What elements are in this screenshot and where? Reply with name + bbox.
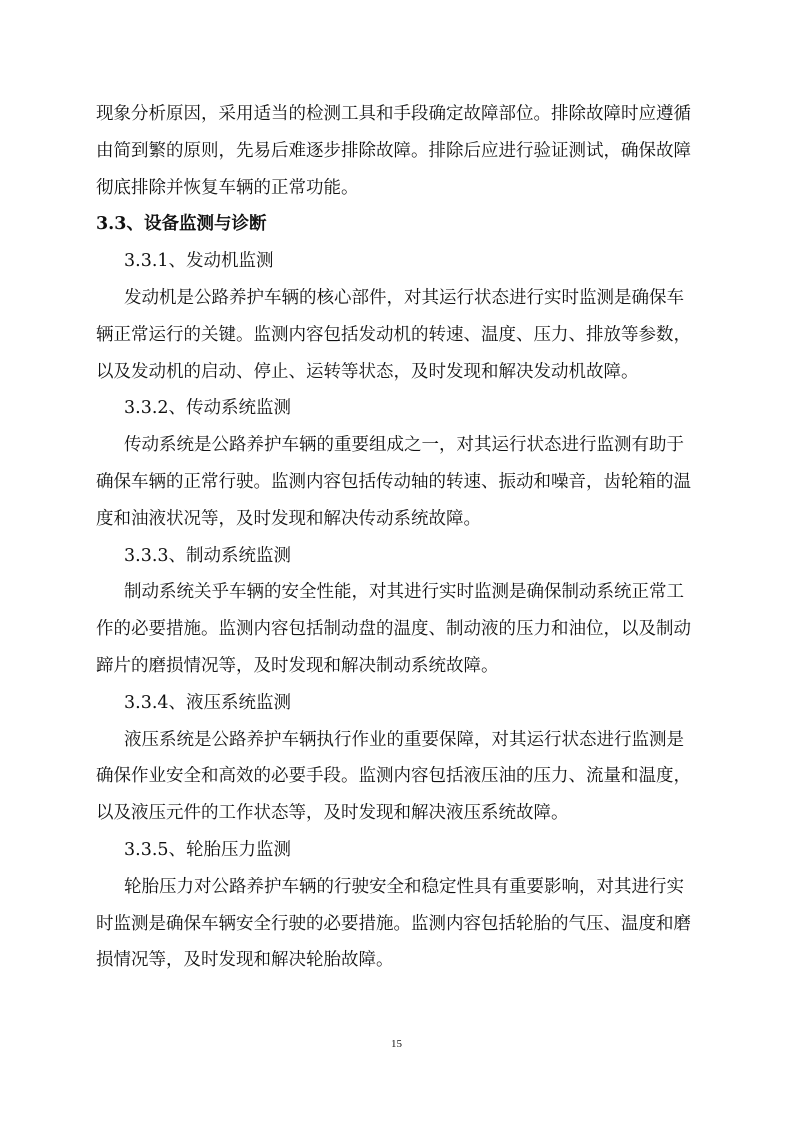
page-number: 15: [391, 1038, 402, 1050]
paragraph-line: 由简到繁的原则，先易后难逐步排除故障。排除后应进行验证测试，确保故障: [96, 140, 691, 161]
paragraph-line: 发动机是公路养护车辆的核心部件，对其运行状态进行实时监测是确保车: [124, 287, 684, 308]
paragraph-line: 以及液压元件的工作状态等，及时发现和解决液压系统故障。: [96, 803, 569, 824]
paragraph-line: 损情况等，及时发现和解决轮胎故障。: [96, 950, 394, 971]
paragraph-line: 时监测是确保车辆安全行驶的必要措施。监测内容包括轮胎的气压、温度和磨: [96, 913, 691, 934]
page-body: [96, 96, 696, 979]
paragraph-line: 确保车辆的正常行驶。监测内容包括传动轴的转速、振动和噪音，齿轮箱的温: [96, 471, 691, 492]
subsection-heading-tire-pressure: 3.3.5、轮胎压力监测: [124, 839, 292, 860]
subsection-heading-hydraulic: 3.3.4、液压系统监测: [124, 692, 292, 713]
subsection-heading-engine: 3.3.1、发动机监测: [124, 251, 274, 272]
paragraph-line: 以及发动机的启动、停止、运转等状态，及时发现和解决发动机故障。: [96, 361, 639, 382]
subsection-heading-brake: 3.3.3、制动系统监测: [124, 545, 292, 566]
paragraph-line: 轮胎压力对公路养护车辆的行驶安全和稳定性具有重要影响，对其进行实: [124, 876, 684, 897]
paragraph-line: 确保作业安全和高效的必要手段。监测内容包括液压油的压力、流量和温度，: [96, 766, 691, 787]
paragraph-line: 辆正常运行的关键。监测内容包括发动机的转速、温度、压力、排放等参数，: [96, 324, 691, 345]
subsection-heading-transmission: 3.3.2、传动系统监测: [124, 398, 292, 419]
paragraph-line: 彻底排除并恢复车辆的正常功能。: [96, 177, 359, 198]
paragraph-line: 制动系统关乎车辆的安全性能，对其进行实时监测是确保制动系统正常工: [124, 582, 684, 603]
paragraph-line: 现象分析原因，采用适当的检测工具和手段确定故障部位。排除故障时应遵循: [96, 104, 691, 124]
paragraph-line: 液压系统是公路养护车辆执行作业的重要保障，对其运行状态进行监测是: [124, 729, 684, 750]
paragraph-line: 传动系统是公路养护车辆的重要组成之一，对其运行状态进行监测有助于: [124, 435, 684, 456]
section-heading: 3.3、设备监测与诊断: [96, 214, 267, 235]
paragraph-line: 作的必要措施。监测内容包括制动盘的温度、制动液的压力和油位，以及制动: [96, 619, 691, 640]
paragraph-line: 度和油液状况等，及时发现和解决传动系统故障。: [96, 508, 481, 529]
paragraph-line: 蹄片的磨损情况等，及时发现和解决制动系统故障。: [96, 655, 499, 676]
